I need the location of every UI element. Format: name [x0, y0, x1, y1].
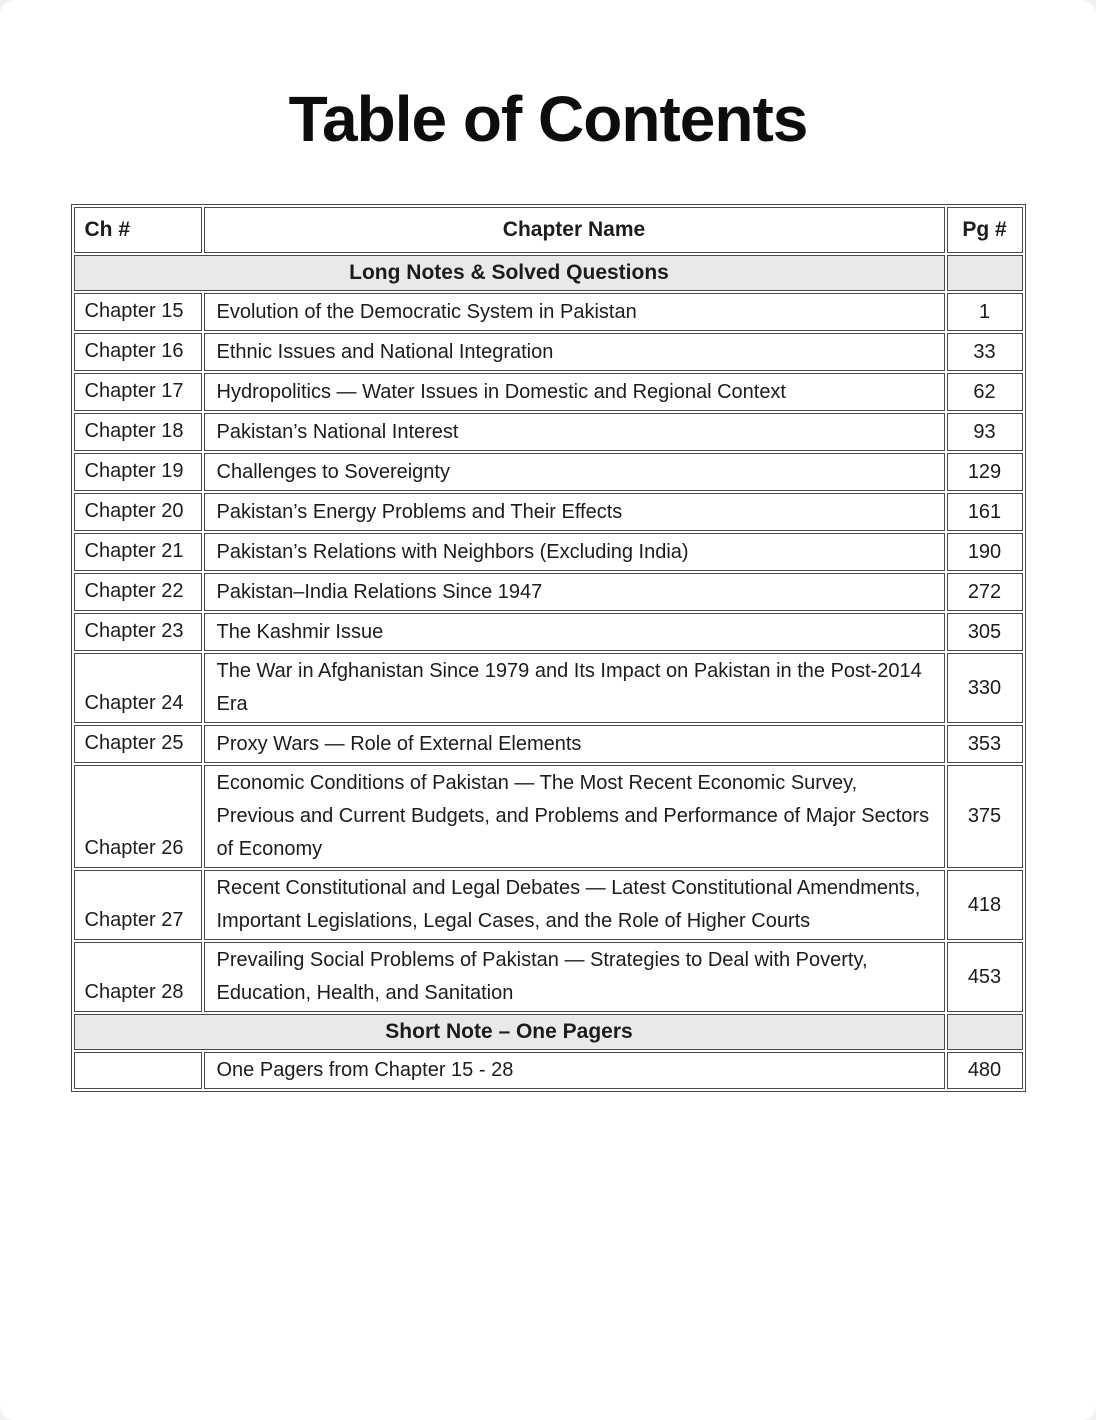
chapter-name-cell: The War in Afghanistan Since 1979 and Its Impact on Pakistan in the Post-2014 Era — [204, 653, 945, 723]
section-title: Long Notes & Solved Questions — [74, 255, 945, 291]
page-number-cell: 190 — [947, 533, 1023, 571]
page-number-cell: 330 — [947, 653, 1023, 723]
table-row — [74, 1052, 1023, 1089]
page-number-cell: 93 — [947, 413, 1023, 451]
section-header-row — [74, 1014, 1023, 1050]
page-number-cell: 480 — [947, 1052, 1023, 1089]
chapter-name-cell: Economic Conditions of Pakistan — The Most Recent Economic Survey, Previous and Current Budgets, and Problems and Performance of Major Sectors of Economy — [204, 765, 945, 868]
chapter-number-cell: Chapter 18 — [74, 413, 202, 451]
chapter-name-cell: Pakistan’s Energy Problems and Their Effects — [204, 493, 945, 531]
table-row — [74, 653, 1023, 723]
chapter-number-cell: Chapter 26 — [74, 765, 202, 868]
section-pg-cell — [947, 255, 1023, 291]
chapter-number-cell: Chapter 28 — [74, 942, 202, 1012]
chapter-number-cell: Chapter 24 — [74, 653, 202, 723]
table-row — [74, 373, 1023, 411]
section-pg-cell — [947, 1014, 1023, 1050]
table-of-contents — [71, 204, 1026, 1092]
table-row — [74, 870, 1023, 940]
section-title: Short Note – One Pagers — [74, 1014, 945, 1050]
chapter-name-cell: Recent Constitutional and Legal Debates — Latest Constitutional Amendments, Important Legislations, Legal Cases, and the Role of Higher Courts — [204, 870, 945, 940]
chapter-number-cell: Chapter 15 — [74, 293, 202, 331]
chapter-name-cell: Prevailing Social Problems of Pakistan — Strategies to Deal with Poverty, Education, Health, and Sanitation — [204, 942, 945, 1012]
chapter-number-cell: Chapter 22 — [74, 573, 202, 611]
page-number-cell: 418 — [947, 870, 1023, 940]
chapter-number-cell: Chapter 23 — [74, 613, 202, 651]
chapter-number-cell: Chapter 17 — [74, 373, 202, 411]
chapter-number-cell: Chapter 27 — [74, 870, 202, 940]
chapter-number-cell: Chapter 16 — [74, 333, 202, 371]
chapter-name-cell: Hydropolitics — Water Issues in Domestic and Regional Context — [204, 373, 945, 411]
table-row — [74, 293, 1023, 331]
chapter-name-cell: Pakistan–India Relations Since 1947 — [204, 573, 945, 611]
chapter-name-cell: Proxy Wars — Role of External Elements — [204, 725, 945, 763]
table-row — [74, 765, 1023, 868]
chapter-name-cell: The Kashmir Issue — [204, 613, 945, 651]
chapter-name-cell: Challenges to Sovereignty — [204, 453, 945, 491]
table-row — [74, 453, 1023, 491]
chapter-name-cell: Evolution of the Democratic System in Pakistan — [204, 293, 945, 331]
table-row — [74, 533, 1023, 571]
page-number-cell: 33 — [947, 333, 1023, 371]
table-row — [74, 573, 1023, 611]
page-number-cell: 305 — [947, 613, 1023, 651]
column-header-ch: Ch # — [74, 207, 202, 253]
table-row — [74, 493, 1023, 531]
section-header-row — [74, 255, 1023, 291]
chapter-number-cell: Chapter 21 — [74, 533, 202, 571]
page-number-cell: 62 — [947, 373, 1023, 411]
table-row — [74, 725, 1023, 763]
table-header-row — [74, 207, 1023, 253]
page-number-cell: 453 — [947, 942, 1023, 1012]
page-number-cell: 272 — [947, 573, 1023, 611]
chapter-name-cell: Ethnic Issues and National Integration — [204, 333, 945, 371]
column-header-pg: Pg # — [947, 207, 1023, 253]
page-title: Table of Contents — [288, 83, 808, 155]
table-row — [74, 413, 1023, 451]
table-row — [74, 333, 1023, 371]
page-number-cell: 353 — [947, 725, 1023, 763]
chapter-name-cell: One Pagers from Chapter 15 - 28 — [204, 1052, 945, 1089]
column-header-chapter-name: Chapter Name — [204, 207, 945, 253]
chapter-name-cell: Pakistan’s Relations with Neighbors (Excluding India) — [204, 533, 945, 571]
table-row — [74, 613, 1023, 651]
page-number-cell: 129 — [947, 453, 1023, 491]
table-row — [74, 942, 1023, 1012]
chapter-name-cell: Pakistan’s National Interest — [204, 413, 945, 451]
page-number-cell: 375 — [947, 765, 1023, 868]
chapter-number-cell: Chapter 25 — [74, 725, 202, 763]
page-number-cell: 1 — [947, 293, 1023, 331]
chapter-number-cell: Chapter 20 — [74, 493, 202, 531]
chapter-number-cell — [74, 1052, 202, 1089]
page-number-cell: 161 — [947, 493, 1023, 531]
chapter-number-cell: Chapter 19 — [74, 453, 202, 491]
